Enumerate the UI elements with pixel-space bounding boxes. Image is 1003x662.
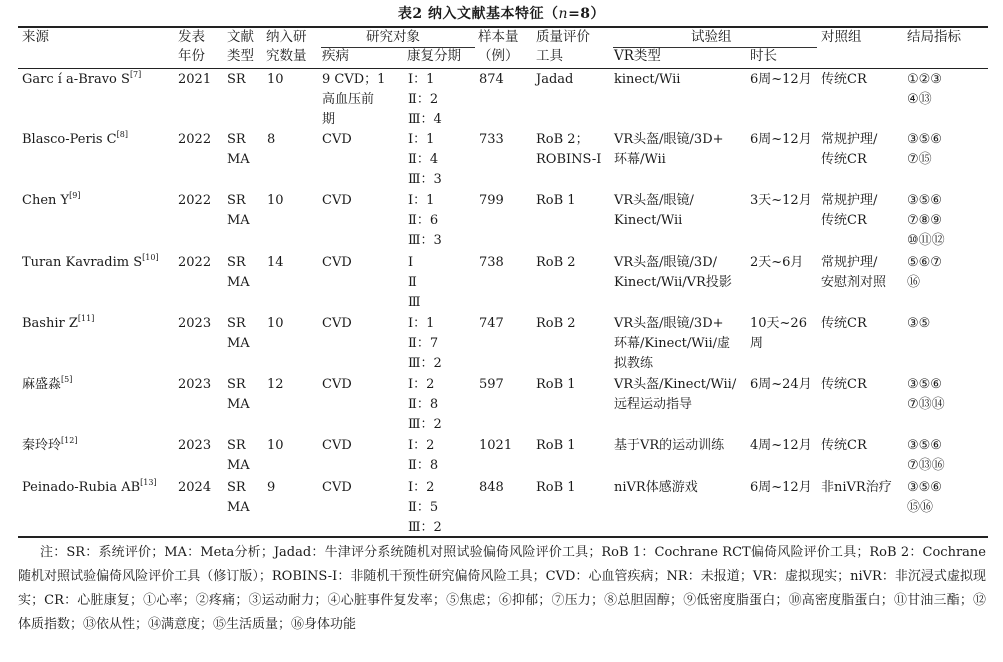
cell-control: 传统CR: [821, 438, 867, 453]
cell-disease: 9 CVD；1 高血压前 期: [322, 72, 386, 127]
header-duration: 时长: [750, 48, 777, 64]
cell-duration: 2天~6月: [750, 255, 804, 270]
header-rule: [18, 68, 988, 69]
cell-year: 2024: [178, 480, 212, 495]
cell-year: 2023: [178, 377, 212, 392]
cell-duration: 3天~12月: [750, 193, 812, 208]
cell-sample: 747: [479, 316, 504, 331]
cell-quality: RoB 1: [536, 438, 576, 453]
cell-source: [22, 375, 72, 395]
cell-quality: RoB 2: [536, 255, 576, 270]
cell-count: 10: [267, 438, 284, 453]
cell-control: 常规护理/ 传统CR: [821, 132, 878, 167]
cell-control: 常规护理/ 传统CR: [821, 193, 878, 228]
cell-control: 常规护理/ 安慰剂对照: [821, 255, 887, 290]
cell-duration: 6周~24月: [750, 377, 812, 392]
cell-sample: 848: [479, 480, 504, 495]
header-control: 对照组: [821, 29, 862, 45]
reference-number: [12]: [61, 436, 78, 445]
cell-outcome: ③⑤⑥ ⑦⑮: [907, 132, 942, 167]
cell-type: SR MA: [227, 377, 250, 412]
cell-sample: 733: [479, 132, 504, 147]
header-sample: 样本量 （例）: [478, 29, 519, 64]
cell-source: [22, 130, 128, 150]
reference-number: [10]: [142, 253, 159, 262]
cell-stage: Ⅰ：2 Ⅱ：8 Ⅲ：2: [408, 377, 442, 432]
header-source: 来源: [22, 29, 49, 45]
cell-count: 10: [267, 72, 284, 87]
cell-source: [22, 436, 77, 456]
cell-disease: CVD: [322, 480, 352, 495]
header-year: 发表 年份: [178, 29, 205, 64]
cell-stage: Ⅰ：2 Ⅱ：8: [408, 438, 439, 473]
cell-year: 2021: [178, 72, 212, 87]
cell-control: 传统CR: [821, 72, 867, 87]
cell-quality: RoB 1: [536, 193, 576, 208]
header-type: 文献 类型: [227, 29, 254, 64]
header-quality: 质量评价 工具: [536, 29, 590, 64]
cell-source: [22, 191, 80, 211]
cell-outcome: ⑤⑥⑦ ⑯: [907, 255, 942, 290]
author-name: Blasco-Peris C: [22, 132, 117, 147]
header-outcome: 结局指标: [907, 29, 961, 45]
cell-duration: 6周~12月: [750, 480, 812, 495]
cell-outcome: ③⑤⑥ ⑦⑬⑯: [907, 438, 945, 473]
cell-stage: Ⅰ：1 Ⅱ：4 Ⅲ：3: [408, 132, 442, 187]
header-vr-type: VR类型: [614, 48, 661, 64]
header-trial: 试验组: [691, 29, 732, 45]
cell-type: SR MA: [227, 132, 250, 167]
cell-vr-type: VR头盔/Kinect/Wii/ 远程运动指导: [614, 377, 737, 412]
author-name: Peinado-Rubia AB: [22, 480, 141, 495]
cell-type: SR MA: [227, 255, 250, 290]
cell-count: 9: [267, 480, 276, 495]
cell-source: [22, 478, 157, 498]
cell-control: 传统CR: [821, 316, 867, 331]
cell-stage: Ⅰ：1 Ⅱ：7 Ⅲ：2: [408, 316, 442, 371]
reference-number: [7]: [129, 70, 142, 79]
cell-sample: 1021: [479, 438, 513, 453]
cell-disease: CVD: [322, 438, 352, 453]
cell-control: 非niVR治疗: [821, 480, 892, 495]
cell-year: 2022: [178, 255, 212, 270]
header-disease: 疾病: [322, 48, 349, 64]
cell-stage: Ⅰ：1 Ⅱ：2 Ⅲ：4: [408, 72, 442, 127]
cell-type: SR MA: [227, 438, 250, 473]
header-stage: 康复分期: [407, 48, 461, 64]
cell-quality: RoB 2； ROBINS-I: [536, 132, 602, 167]
cell-count: 8: [267, 132, 276, 147]
cell-year: 2023: [178, 316, 212, 331]
header-count: 纳入研 究数量: [266, 29, 307, 64]
cell-source: [22, 253, 159, 273]
cell-duration: 6周~12月: [750, 132, 812, 147]
table-note: 注：SR：系统评价；MA：Meta分析；Jadad：牛津评分系统随机对照试验偏倚风险评价工具；RoB 1：Cochrane RCT偏倚风险评价工具；RoB 2：Cochrane随机对照试验偏倚风险评价工具（修订版）；ROBINS-I：非随机干预性研究偏倚风险工具；CVD：心血管疾病；NR：未报道；VR：虚拟现实；niVR：非沉浸式虚拟现实；CR：心脏康复；①心率；②疼痛；③运动耐力；④心脏事件复发率；⑤焦虑；⑥抑郁；⑦压力；⑧总胆固醇；⑨低密度脂蛋白；⑩高密度脂蛋白；⑪甘油三酯；⑫体质指数；⑬依从性；⑭满意度；⑮生活质量；⑯身体功能: [18, 545, 986, 632]
reference-number: [11]: [77, 314, 95, 323]
cell-count: 12: [267, 377, 284, 392]
cell-year: 2022: [178, 132, 212, 147]
author-name: Bashir Z: [22, 316, 78, 331]
table-title: 表2 纳入文献基本特征（n=8）: [397, 6, 606, 22]
author-name: Chen Y: [22, 193, 70, 208]
reference-number: [9]: [69, 191, 81, 200]
cell-disease: CVD: [322, 255, 352, 270]
author-name: 秦玲玲: [22, 438, 62, 453]
cell-outcome: ③⑤⑥ ⑦⑧⑨ ⑩⑪⑫: [907, 193, 945, 248]
cell-sample: 597: [479, 377, 504, 392]
cell-outcome: ①②③ ④⑬: [907, 72, 942, 107]
cell-vr-type: 基于VR的运动训练: [614, 438, 725, 453]
cell-sample: 738: [479, 255, 504, 270]
cell-disease: CVD: [322, 316, 352, 331]
cell-source: [22, 314, 94, 334]
cell-quality: Jadad: [536, 72, 574, 87]
cell-disease: CVD: [322, 132, 352, 147]
reference-number: [8]: [116, 130, 128, 139]
cell-count: 10: [267, 316, 284, 331]
cell-source: [22, 70, 141, 90]
header-subjects: 研究对象: [366, 29, 420, 45]
cell-stage: Ⅰ Ⅱ Ⅲ: [408, 255, 421, 310]
author-name: Garc í a-Bravo S: [22, 72, 130, 87]
cell-outcome: ③⑤⑥ ⑦⑬⑭: [907, 377, 945, 412]
cell-year: 2022: [178, 193, 212, 208]
cell-duration: 10天~26 周: [750, 316, 807, 351]
cell-vr-type: VR头盔/眼镜/3D/ Kinect/Wii/VR投影: [614, 255, 732, 290]
cell-disease: CVD: [322, 193, 352, 208]
cell-outcome: ③⑤⑥ ⑮⑯: [907, 480, 942, 515]
bottom-rule: [18, 536, 988, 538]
cell-vr-type: VR头盔/眼镜/3D+ 环幕/Kinect/Wii/虚 拟教练: [614, 316, 731, 371]
cell-quality: RoB 1: [536, 377, 576, 392]
cell-count: 14: [267, 255, 284, 270]
cell-sample: 874: [479, 72, 504, 87]
cell-disease: CVD: [322, 377, 352, 392]
cell-outcome: ③⑤: [907, 316, 931, 331]
cell-year: 2023: [178, 438, 212, 453]
cell-type: SR MA: [227, 480, 250, 515]
cell-type: SR MA: [227, 316, 250, 351]
cell-count: 10: [267, 193, 284, 208]
author-name: 麻盛淼: [22, 377, 62, 392]
cell-vr-type: VR头盔/眼镜/3D+ 环幕/Wii: [614, 132, 724, 167]
cell-type: SR: [227, 72, 246, 87]
reference-number: [13]: [140, 478, 157, 487]
author-name: Turan Kavradim S: [22, 255, 143, 270]
cell-vr-type: kinect/Wii: [614, 72, 681, 87]
cell-duration: 4周~12月: [750, 438, 812, 453]
cell-duration: 6周~12月: [750, 72, 812, 87]
cell-vr-type: VR头盔/眼镜/ Kinect/Wii: [614, 193, 694, 228]
cell-stage: Ⅰ：1 Ⅱ：6 Ⅲ：3: [408, 193, 442, 248]
cell-quality: RoB 2: [536, 316, 576, 331]
cell-type: SR MA: [227, 193, 250, 228]
cell-control: 传统CR: [821, 377, 867, 392]
cell-quality: RoB 1: [536, 480, 576, 495]
cell-vr-type: niVR体感游戏: [614, 480, 698, 495]
cell-sample: 799: [479, 193, 504, 208]
reference-number: [5]: [61, 375, 73, 384]
cell-stage: Ⅰ：2 Ⅱ：5 Ⅲ：2: [408, 480, 442, 535]
